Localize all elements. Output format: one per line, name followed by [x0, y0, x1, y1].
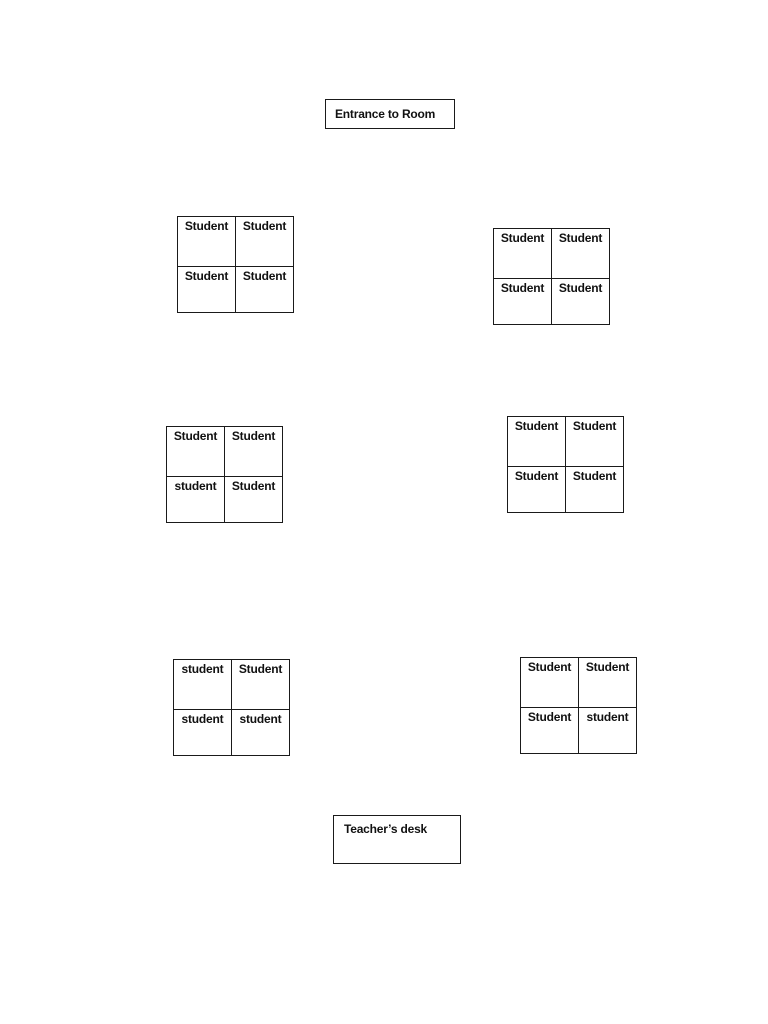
student-seat: Student [178, 217, 236, 267]
student-seat: Student [236, 217, 294, 267]
student-table-group [493, 228, 610, 325]
student-seat: Student [167, 427, 225, 477]
student-seat: Student [521, 658, 579, 708]
student-seat: Student [579, 658, 637, 708]
teacher-desk-label: Teacher’s desk [344, 822, 428, 836]
student-table-group [173, 659, 290, 756]
student-seat: Student [521, 708, 579, 754]
entrance-label-text: Entrance to Room [335, 107, 436, 121]
student-table-group [520, 657, 637, 754]
student-seat: student [167, 477, 225, 523]
student-seat: Student [552, 279, 610, 325]
student-seat: student [174, 710, 232, 756]
student-seat: Student [566, 467, 624, 513]
teacher-desk [333, 815, 461, 864]
student-seat: Student [566, 417, 624, 467]
student-seat: Student [232, 660, 290, 710]
student-table-group [166, 426, 283, 523]
student-seat: Student [552, 229, 610, 279]
student-seat: Student [508, 417, 566, 467]
student-table-group [177, 216, 294, 313]
student-seat: student [579, 708, 637, 754]
student-seat: Student [236, 267, 294, 313]
student-table-group [507, 416, 624, 513]
student-seat: Student [508, 467, 566, 513]
student-seat: Student [494, 279, 552, 325]
student-seat: Student [225, 427, 283, 477]
student-seat: student [174, 660, 232, 710]
student-seat: Student [225, 477, 283, 523]
student-seat: student [232, 710, 290, 756]
student-seat: Student [178, 267, 236, 313]
student-seat: Student [494, 229, 552, 279]
entrance-to-room-label [325, 99, 455, 129]
